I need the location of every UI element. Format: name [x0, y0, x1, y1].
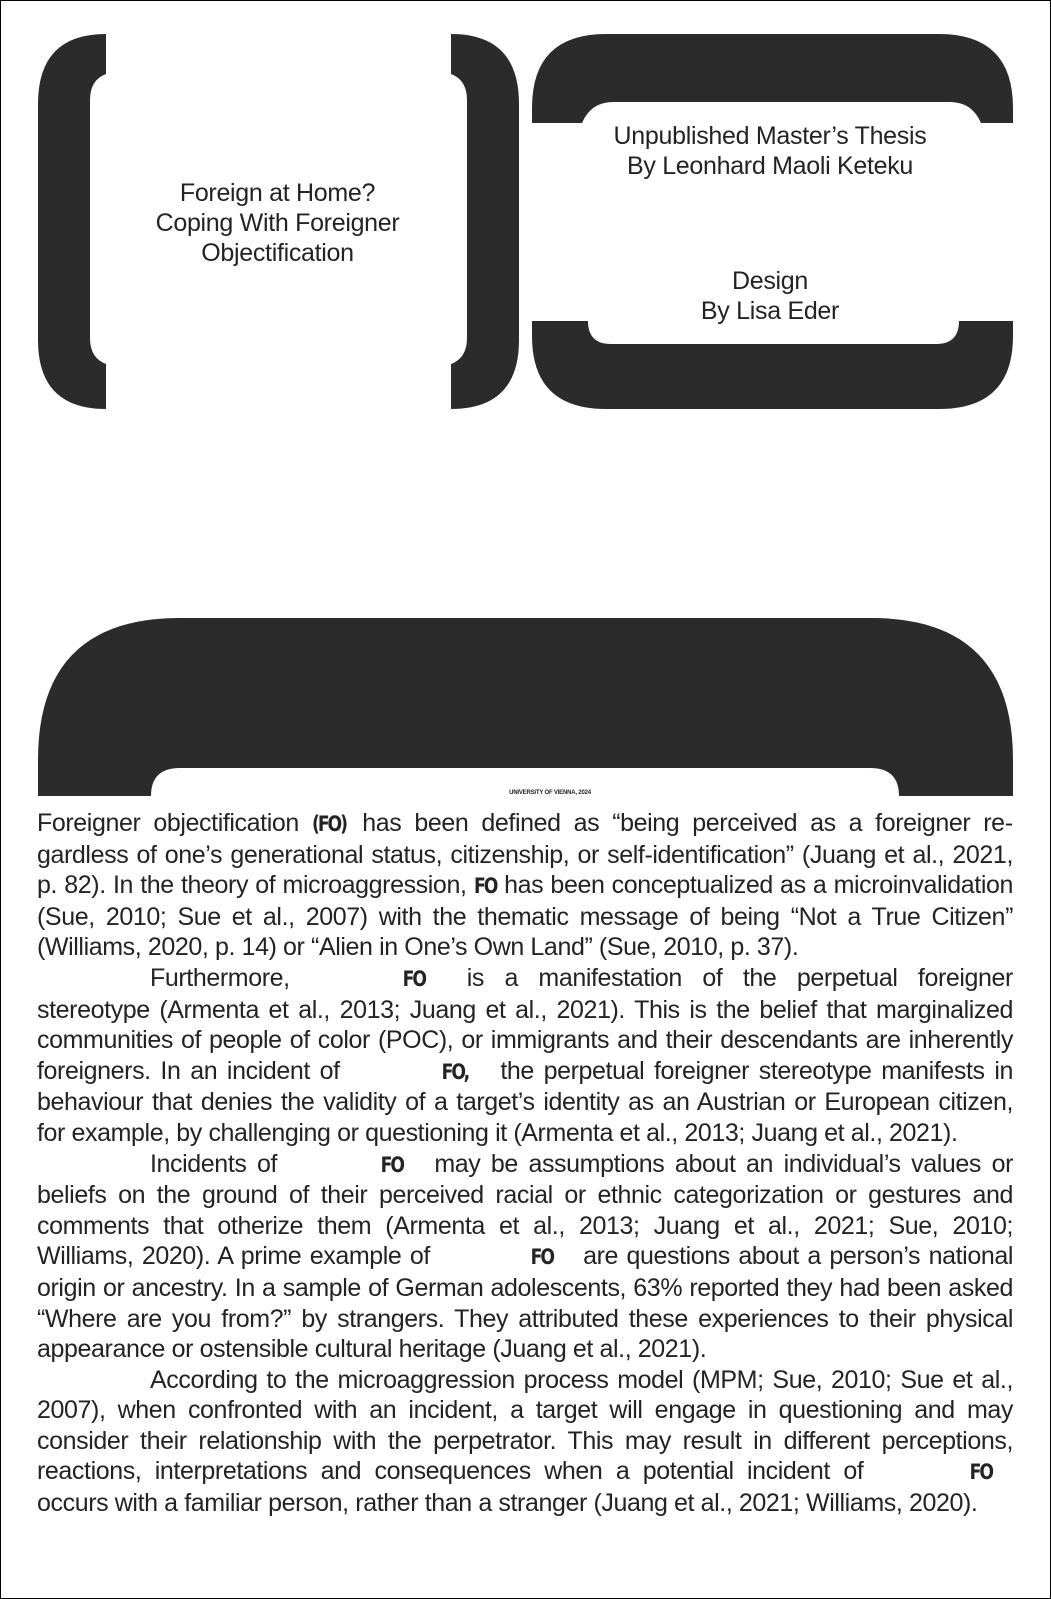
large-arch-shape: [38, 618, 1013, 796]
paragraph-2: [37, 963, 1013, 1149]
text-run: has been conceptualized as a microinvalidation (Sue, 2010; Sue et al., 2007) with the thematic message of being “Not a True Citizen” (Williams, 2020, p. 14) or “Alien in One’s Own Land” (Sue, 2010, p. 37).: [37, 871, 1013, 962]
title-line: Foreign at Home?: [179, 179, 376, 207]
paragraph-1: [37, 808, 1013, 963]
design-credit: [560, 266, 980, 326]
text-run: According to the microaggression process model (MPM; Sue, 2010; Sue et al., 2007), when confronted with an incident, a target will engage in questioning and may consider their relationship with the perpetrator. This may result in different perceptions, reactions, interpretations and consequences when a potential incident of: [37, 1365, 1013, 1486]
design-line: By Lisa Eder: [700, 297, 840, 325]
text-run: is a manifestation of the perpetual foreigner stereotype (Armenta et al., 2013; Juang et al., 2021). This is the belief that marginalized communities of people of color (POC), or immigrants and their descendants are inherently foreigners. In an incident of: [37, 963, 1013, 1085]
fo-abbreviation: FO: [380, 1152, 403, 1177]
abstract-body: [37, 808, 1013, 1519]
bottom-arch-shape: [532, 321, 1013, 409]
fo-abbreviation: FO: [402, 966, 426, 991]
text-run: occurs with a familiar person, rather than a stranger (Juang et al., 2021; Williams, 2020).: [37, 1489, 978, 1518]
fo-abbreviation: FO: [473, 874, 497, 899]
credit-line: Unpublished Master’s Thesis: [613, 122, 927, 150]
paragraph-3: [37, 1149, 1013, 1365]
fo-abbreviation: FO,: [442, 1059, 469, 1084]
text-run: Foreigner objectification: [37, 809, 312, 837]
text-run: has been defined as “being perceived as a foreigner regardless of one’s generational status, citizenship, or self-identification” (Juang et al., 2021, p. 82). In the theory of microaggression,: [37, 809, 1014, 900]
text-run: may be assumptions about an individual’s values or beliefs on the ground of their perceived racial or ethnic categorization or gestures and comments that otherize them (Armenta et al., 2013; Juang et al., 2021; Sue, 2010; Williams, 2020). A prime example of: [37, 1149, 1013, 1271]
paragraph-4: [37, 1365, 1013, 1519]
text-run: Incidents of: [150, 1149, 288, 1178]
credit-line: By Leonhard Maoli Keteku: [626, 152, 914, 180]
author-credit: [560, 121, 980, 181]
text-run: Furthermore,: [150, 963, 311, 992]
design-line: Design: [731, 267, 809, 295]
title-line: Objectification: [201, 239, 354, 267]
text-run: are questions about a person’s national origin or ancestry. In a sample of German adolescents, 63% reported they had been asked “Where are you from?” by strangers. They attributed these experiences to their physical appearance or ostensible cultural heritage (Juang et al., 2021).: [37, 1242, 1013, 1364]
left-bracket-shape: [38, 34, 106, 409]
text-run: the perpetual foreigner stereotype manifests in behaviour that denies the validity of a target’s identity as an Austrian or European citizen, for example, by challenging or questioning it (Armenta et al., 2013; Juang et al., 2021).: [37, 1056, 1013, 1147]
fo-abbreviation: (FO): [311, 812, 346, 836]
right-bracket-shape: [451, 34, 519, 409]
fo-abbreviation: FO: [969, 1460, 992, 1485]
thesis-title: [115, 178, 440, 268]
university-label: UNIVERSITY OF VIENNA, 2024: [509, 790, 591, 796]
top-arch-shape: [532, 34, 1013, 123]
title-line: Coping With Foreigner: [155, 209, 400, 237]
fo-abbreviation: FO: [531, 1245, 554, 1270]
